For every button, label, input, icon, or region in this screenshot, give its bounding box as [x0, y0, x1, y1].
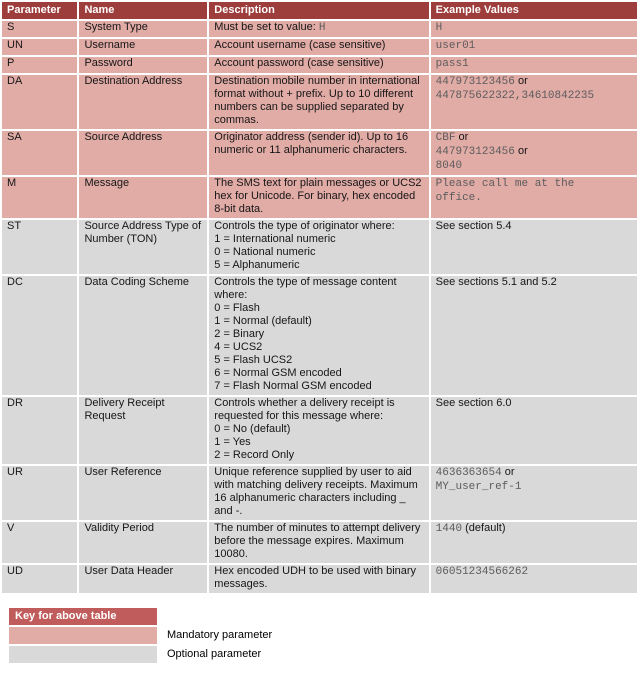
param-cell: UN — [2, 39, 77, 55]
example-values-cell: user01 — [431, 39, 637, 55]
param-cell: ST — [2, 220, 77, 274]
description-cell: Hex encoded UDH to be used with binary messages. — [209, 565, 428, 593]
key-table — [7, 606, 274, 665]
example-values-cell: H — [431, 21, 637, 37]
name-cell: Data Coding Scheme — [79, 276, 207, 395]
table-row — [2, 466, 637, 520]
name-cell: Username — [79, 39, 207, 55]
example-values-cell: CBF or 447973123456 or 8040 — [431, 131, 637, 175]
name-cell: Delivery Receipt Request — [79, 397, 207, 464]
table-row — [2, 21, 637, 37]
table-row — [2, 522, 637, 563]
param-cell: M — [2, 177, 77, 218]
mandatory-color-swatch — [9, 627, 157, 644]
description-cell: Unique reference supplied by user to aid with matching delivery receipts. Maximum 16 alphanumeric characters including _ and -. — [209, 466, 428, 520]
table-row — [2, 565, 637, 593]
example-values-cell: 1440 (default) — [431, 522, 637, 563]
name-cell: User Data Header — [79, 565, 207, 593]
key-header-spacer — [159, 608, 272, 625]
description-cell: Destination mobile number in international format without + prefix. Up to 10 different numbers can be supplied separated by commas. — [209, 75, 428, 129]
description-cell: Must be set to value: H — [209, 21, 428, 37]
description-cell: Controls the type of message content where: 0 = Flash 1 = Normal (default) 2 = Binary 4 = UCS2 5 = Flash UCS2 6 = Normal GSM encoded 7 = Flash Normal GSM encoded — [209, 276, 428, 395]
param-cell: P — [2, 57, 77, 73]
table-row — [2, 57, 637, 73]
table-row — [2, 75, 637, 129]
param-cell: S — [2, 21, 77, 37]
example-values-cell: 4636363654 or MY_user_ref-1 — [431, 466, 637, 520]
example-values-cell: See section 5.4 — [431, 220, 637, 274]
param-cell: DA — [2, 75, 77, 129]
key-header-row — [9, 608, 272, 625]
example-values-cell: See sections 5.1 and 5.2 — [431, 276, 637, 395]
name-cell: Source Address — [79, 131, 207, 175]
column-header-name: Name — [79, 2, 207, 19]
name-cell: User Reference — [79, 466, 207, 520]
example-values-cell: 447973123456 or 447875622322,34610842235 — [431, 75, 637, 129]
example-values-cell: See section 6.0 — [431, 397, 637, 464]
column-header-description: Description — [209, 2, 428, 19]
key-section — [7, 606, 640, 665]
table-header-row — [2, 2, 637, 19]
example-values-cell: Please call me at the office. — [431, 177, 637, 218]
name-cell: Password — [79, 57, 207, 73]
description-cell: Account password (case sensitive) — [209, 57, 428, 73]
key-title: Key for above table — [9, 608, 157, 625]
parameter-table-body — [2, 21, 637, 593]
description-cell: Originator address (sender id). Up to 16 numeric or 11 alphanumeric characters. — [209, 131, 428, 175]
table-row — [2, 39, 637, 55]
name-cell: Source Address Type of Number (TON) — [79, 220, 207, 274]
param-cell: SA — [2, 131, 77, 175]
description-cell: Controls the type of originator where: 1 = International numeric 0 = National numeric 5 = Alphanumeric — [209, 220, 428, 274]
key-row-optional — [9, 646, 272, 663]
description-cell: Account username (case sensitive) — [209, 39, 428, 55]
name-cell: Validity Period — [79, 522, 207, 563]
example-values-cell: 06051234566262 — [431, 565, 637, 593]
param-cell: V — [2, 522, 77, 563]
name-cell: Message — [79, 177, 207, 218]
param-cell: DR — [2, 397, 77, 464]
optional-label: Optional parameter — [167, 648, 262, 660]
table-row — [2, 276, 637, 395]
table-row — [2, 220, 637, 274]
example-values-cell: pass1 — [431, 57, 637, 73]
param-cell: UD — [2, 565, 77, 593]
table-row — [2, 131, 637, 175]
table-row — [2, 177, 637, 218]
mandatory-label: Mandatory parameter — [167, 629, 273, 641]
param-cell: DC — [2, 276, 77, 395]
optional-color-swatch — [9, 646, 157, 663]
description-cell: The number of minutes to attempt delivery before the message expires. Maximum 10080. — [209, 522, 428, 563]
param-cell: UR — [2, 466, 77, 520]
description-cell: The SMS text for plain messages or UCS2 hex for Unicode. For binary, hex encoded 8-bit data. — [209, 177, 428, 218]
table-row — [2, 397, 637, 464]
column-header-example-values: Example Values — [431, 2, 637, 19]
description-cell: Controls whether a delivery receipt is requested for this message where: 0 = No (default) 1 = Yes 2 = Record Only — [209, 397, 428, 464]
key-row-mandatory — [9, 627, 272, 644]
column-header-parameter: Parameter — [2, 2, 77, 19]
name-cell: System Type — [79, 21, 207, 37]
name-cell: Destination Address — [79, 75, 207, 129]
